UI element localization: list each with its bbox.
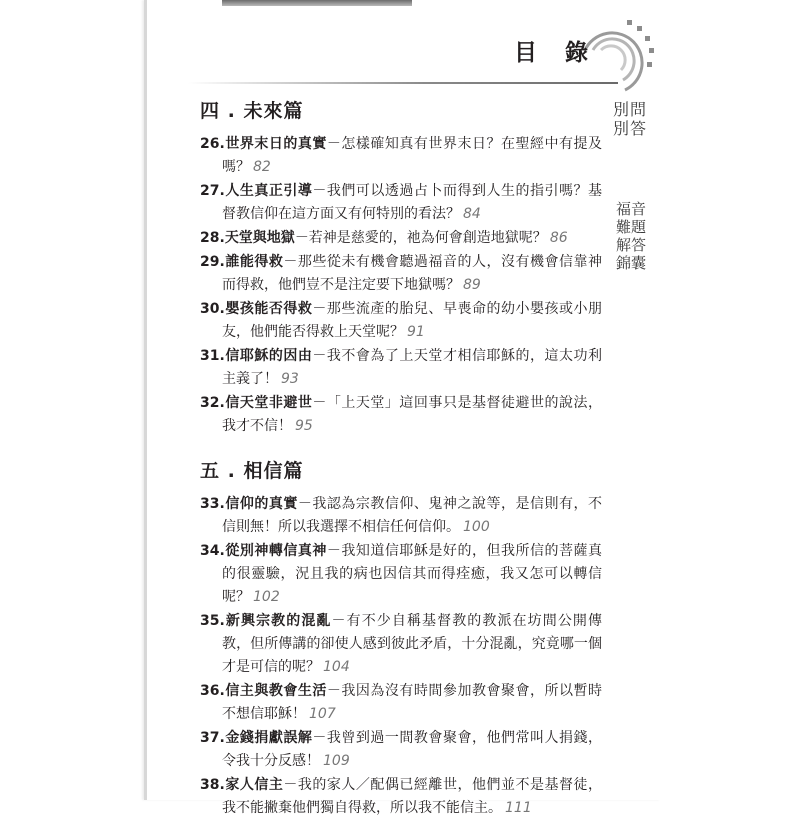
toc-entry[interactable] [200, 298, 602, 344]
toc-entry[interactable] [200, 133, 602, 179]
toc-entry[interactable] [200, 610, 602, 679]
entry-number: 29. [200, 254, 225, 270]
section-future-entries [200, 133, 602, 438]
entry-page-number: 91 [407, 324, 425, 340]
top-decorative-bar [222, 0, 412, 6]
entry-number: 37. [200, 730, 225, 746]
entry-question: －我因為沒有時間參加教會聚會，所以暫時不想信耶穌！ [222, 683, 603, 722]
entry-page-number: 109 [323, 753, 350, 769]
entry-question: －我們可以透過占卜而得到人生的指引嗎？基督教信仰在這方面又有何特別的看法？ [222, 183, 603, 222]
toc-entry[interactable] [200, 251, 602, 297]
entry-name: 世界末日的真實 [224, 136, 327, 152]
toc-entry[interactable] [200, 227, 602, 250]
entry-page-number: 89 [463, 277, 481, 293]
toc-entry[interactable] [200, 540, 602, 609]
entry-question: －我的家人／配偶已經離世，他們並不是基督徒，我不能撇棄他們獨自得救，所以我不能信主。 [222, 777, 603, 816]
entry-question: －我不會為了上天堂才相信耶穌的，這太功利主義了！ [222, 348, 603, 387]
toc-entry[interactable] [200, 727, 602, 773]
entry-name: 誰能得救 [224, 254, 284, 270]
entry-number: 35. [200, 613, 225, 629]
entry-name: 信天堂非避世 [224, 395, 313, 411]
page-title: 目 錄 [514, 40, 599, 66]
entry-question: －有不少自稱基督教的教派在坊間公開傳教，但所傳講的卻使人感到彼此矛盾，十分混亂，究竟哪一個才是可信的呢？ [222, 613, 603, 675]
toc-content [200, 92, 602, 821]
entry-page-number: 82 [253, 159, 271, 175]
entry-question: －怎樣確知真有世界末日？在聖經中有提及嗎？ [222, 136, 603, 175]
section-title-future: 四 . 未來篇 [200, 100, 304, 122]
entry-page-number: 100 [463, 519, 490, 535]
series-subtitle: 福音難題解答錦囊 [616, 200, 647, 272]
entry-question: －我認為宗教信仰、鬼神之說等，是信則有，不信則無！所以我選擇不相信任何信仰。 [222, 496, 603, 535]
toc-entry[interactable] [200, 180, 602, 226]
toc-entry[interactable] [200, 774, 602, 820]
entry-number: 36. [200, 683, 225, 699]
entry-page-number: 107 [309, 706, 336, 722]
entry-name: 信耶穌的因由 [224, 348, 313, 364]
entry-number: 34. [200, 543, 225, 559]
entry-question: －我曾到過一間教會聚會，他們常叫人捐錢，令我十分反感！ [222, 730, 603, 769]
entry-name: 從別神轉信真神 [224, 543, 327, 559]
entry-page-number: 93 [281, 371, 299, 387]
header-divider [188, 82, 618, 84]
entry-name: 嬰孩能否得救 [224, 301, 313, 317]
entry-question: －那些從未有機會聽過福音的人，沒有機會信靠神而得救，他們豈不是注定要下地獄嗎？ [222, 254, 603, 293]
entry-number: 38. [200, 777, 225, 793]
entry-name: 天堂與地獄 [224, 230, 295, 246]
entry-number: 28. [200, 230, 225, 246]
entry-number: 31. [200, 348, 225, 364]
entry-number: 30. [200, 301, 225, 317]
entry-page-number: 104 [323, 659, 350, 675]
entry-page-number: 86 [549, 230, 568, 246]
entry-question: －若神是慈愛的，祂為何會創造地獄呢？ [294, 230, 547, 246]
entry-name: 人生真正引導 [224, 183, 313, 199]
entry-number: 26. [200, 136, 225, 152]
entry-number: 27. [200, 183, 225, 199]
entry-number: 32. [200, 395, 225, 411]
entry-question: －那些流產的胎兒、早喪命的幼小嬰孩或小朋友，他們能否得救上天堂呢？ [222, 301, 603, 340]
toc-entry[interactable] [200, 493, 602, 539]
toc-entry[interactable] [200, 345, 602, 391]
entry-question: －「上天堂」這回事只是基督徒避世的說法，我才不信！ [222, 395, 603, 434]
entry-page-number: 95 [295, 418, 313, 434]
entry-page-number: 111 [505, 800, 532, 816]
entry-name: 家人信主 [224, 777, 284, 793]
entry-name: 信主與教會生活 [224, 683, 327, 699]
entry-page-number: 102 [253, 589, 280, 605]
toc-entry[interactable] [200, 680, 602, 726]
entry-name: 新興宗教的混亂 [224, 613, 332, 629]
section-title-believe: 五 . 相信篇 [200, 460, 304, 482]
entry-name: 金錢捐獻誤解 [224, 730, 313, 746]
series-title: 別問別答 [612, 100, 647, 138]
section-believe-entries [200, 493, 602, 820]
entry-name: 信仰的真實 [224, 496, 298, 512]
entry-page-number: 84 [463, 206, 481, 222]
entry-number: 33. [200, 496, 225, 512]
toc-entry[interactable] [200, 392, 602, 438]
entry-question: －我知道信耶穌是好的，但我所信的菩薩真的很靈驗，況且我的病也因信其而得痊癒，我又怎可以轉信呢？ [222, 543, 603, 605]
